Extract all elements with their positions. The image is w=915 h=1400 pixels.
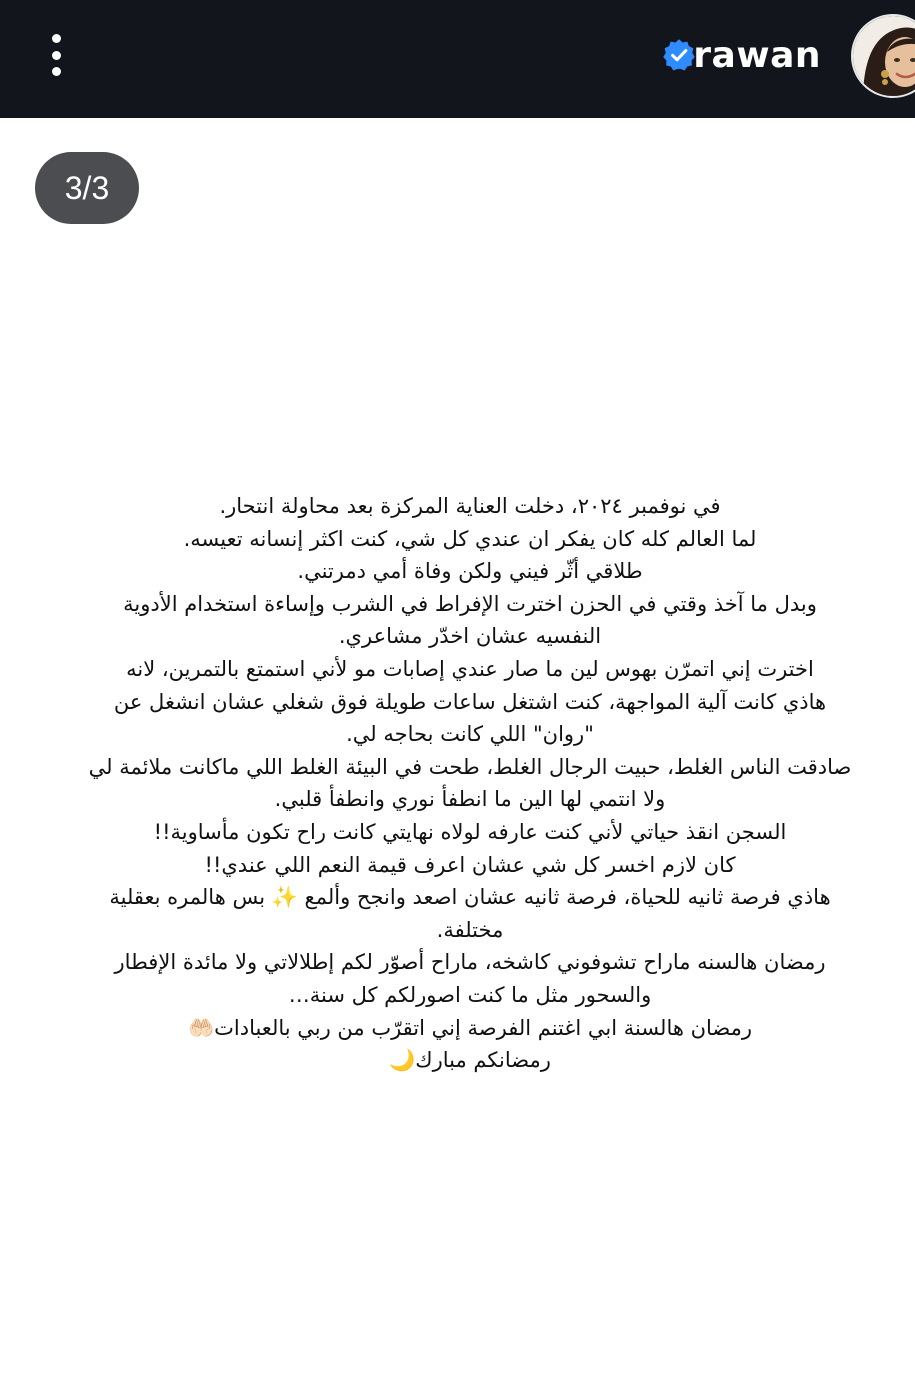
story-text-line: رمضان هالسنة ابي اغتنم الفرصة إني اتقرّب من ربي بالعبادات🤲🏻 — [187, 1015, 753, 1040]
story-text-line: والسحور مثل ما كنت اصورلكم كل سنة… — [288, 982, 652, 1007]
story-text-line: هاذي فرصة ثانيه للحياة، فرصة ثانيه عشان اصعد وانجح وألمع ✨ بس هالمره بعقلية — [109, 885, 831, 910]
menu-dot — [52, 67, 61, 76]
story-text-line: رمضان هالسنه ماراح تشوفوني كاشخه، ماراح أصوّر لكم إطلالاتي ولا مائدة الإفطار — [114, 950, 826, 975]
story-header — [0, 0, 915, 118]
story-text-line: وبدل ما آخذ وقتي في الحزن اخترت الإفراط في الشرب وإساءة استخدام الأدوية — [123, 591, 817, 616]
menu-dot — [52, 51, 61, 60]
story-text-line: لما العالم كله كان يفكر ان عندي كل شي، كنت اكثر إنسانه تعيسه. — [183, 526, 757, 551]
story-text-line: هاذي كانت آلية المواجهة، كنت اشتغل ساعات طويلة فوق شغلي عشان انشغل عن — [113, 689, 827, 714]
story-text — [50, 490, 890, 1077]
story-text-line: رمضانكم مبارك🌙 — [389, 1048, 551, 1073]
story-text-line: ولا انتمي لها الين ما انطفأ نوري وانطفأ قلبي. — [274, 787, 666, 812]
story-text-line: صادقت الناس الغلط، حبيت الرجال الغلط، طحت في البيئة الغلط اللي ماكانت ملائمة لي — [88, 754, 852, 779]
menu-dot — [52, 34, 61, 43]
story-page-counter: 3/3 — [35, 152, 139, 224]
story-text-line: طلاقي أثّر فيني ولكن وفاة أمي دمرتني. — [297, 559, 643, 584]
profile-avatar[interactable] — [851, 14, 915, 98]
story-text-line: السجن انقذ حياتي لأني كنت عارفه لولاه نهايتي كانت راح تكون مأساوية!! — [153, 819, 787, 844]
story-text-line: النفسيه عشان اخدّر مشاعري. — [338, 624, 602, 649]
verified-badge-icon — [662, 38, 696, 72]
story-text-line: "روان" اللي كانت بحاجه لي. — [346, 722, 594, 747]
story-text-line: كان لازم اخسر كل شي عشان اعرف قيمة النعم اللي عندي!! — [204, 852, 736, 877]
more-options-icon[interactable] — [38, 30, 74, 80]
story-text-line: مختلفة. — [436, 917, 504, 942]
story-text-line: اخترت إني اتمرّن بهوس لين ما صار عندي إصابات مو لأني استمتع بالتمرين، لانه — [126, 656, 814, 681]
story-text-line: في نوفمبر ٢٠٢٤، دخلت العناية المركزة بعد محاولة انتحار. — [219, 494, 721, 518]
story-username[interactable]: rawan — [693, 35, 821, 76]
